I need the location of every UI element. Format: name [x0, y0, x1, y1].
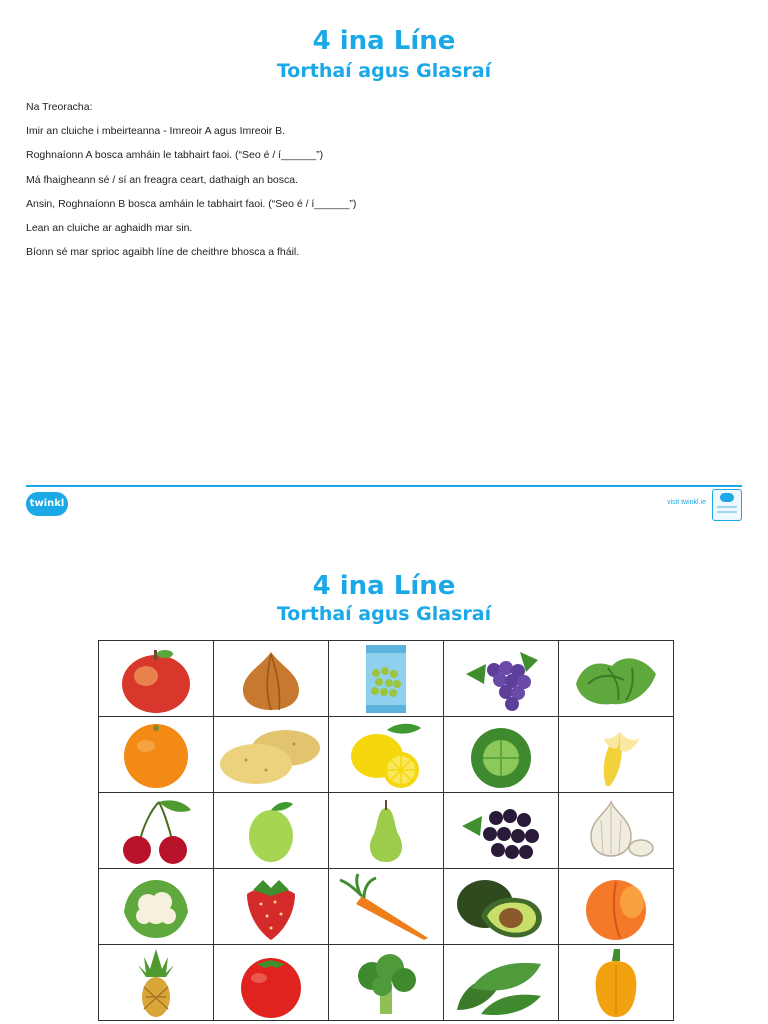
grid-cell[interactable]	[444, 945, 559, 1021]
grid-cell[interactable]	[559, 641, 674, 717]
potato-icon	[216, 720, 326, 790]
grid-cell[interactable]	[444, 869, 559, 945]
grid-cell[interactable]	[214, 945, 329, 1021]
lemon-icon	[341, 720, 431, 790]
peach-icon	[576, 872, 656, 942]
grid-cell[interactable]	[99, 869, 214, 945]
grid-cell[interactable]	[99, 793, 214, 869]
grid-cell[interactable]	[444, 641, 559, 717]
grid-cell[interactable]	[329, 945, 444, 1021]
twinkl-logo: twinkl	[26, 492, 68, 516]
grid-cell[interactable]	[99, 717, 214, 793]
strawberry-icon	[231, 872, 311, 942]
grid-cell[interactable]	[559, 869, 674, 945]
instruction-line: Roghnaíonn A bosca amháin le tabhairt faoi. (“Seo é / í______”)	[26, 149, 324, 162]
grid-cell[interactable]	[214, 717, 329, 793]
grid-row	[99, 717, 674, 793]
instruction-heading: Na Treoracha:	[26, 101, 93, 113]
avocado-icon	[451, 872, 551, 942]
visit-link[interactable]: visit twinkl.ie	[667, 499, 706, 506]
frozen-peas-icon	[346, 643, 426, 715]
broccoli-icon	[346, 948, 426, 1018]
footer-divider	[26, 485, 742, 487]
instruction-line: Má fhaigheann sé / sí an freagra ceart, dathaigh an bosca.	[26, 173, 299, 186]
grid-cell[interactable]	[444, 793, 559, 869]
grid-cell[interactable]	[329, 717, 444, 793]
banana-icon	[576, 720, 656, 790]
cauliflower-icon	[116, 872, 196, 942]
instruction-line: Ansin, Roghnaíonn B bosca amháin le tabhairt faoi. (“Seo é / í______”)	[26, 197, 357, 210]
game-board-page	[0, 545, 768, 1024]
grid-cell[interactable]	[444, 717, 559, 793]
grid-cell[interactable]	[559, 945, 674, 1021]
grid-cell[interactable]	[214, 793, 329, 869]
game-grid	[98, 640, 674, 1021]
pineapple-icon	[116, 947, 196, 1019]
instructions-block	[26, 98, 726, 267]
pear-icon	[346, 796, 426, 866]
cherries-icon	[111, 796, 201, 866]
lettuce-icon	[568, 644, 664, 714]
grid-cell[interactable]	[99, 945, 214, 1021]
grid-cell[interactable]	[99, 641, 214, 717]
grid-row	[99, 945, 674, 1021]
spinach-icon	[451, 948, 551, 1018]
instruction-line: Lean an cluiche ar aghaidh mar sin.	[26, 221, 193, 234]
page-title: 4 ina Líne	[312, 571, 456, 601]
carrot-icon	[336, 872, 436, 942]
grid-row	[99, 793, 674, 869]
grid-cell[interactable]	[214, 869, 329, 945]
cabbage-icon	[461, 720, 541, 790]
lime-icon	[231, 796, 311, 866]
quality-badge-icon	[712, 489, 742, 521]
grid-cell[interactable]	[559, 793, 674, 869]
grid-cell[interactable]	[329, 869, 444, 945]
grapes-icon	[456, 644, 546, 714]
grid-cell[interactable]	[329, 793, 444, 869]
grid-cell[interactable]	[559, 717, 674, 793]
apple-icon	[116, 644, 196, 714]
grid-row	[99, 869, 674, 945]
blackberries-icon	[456, 796, 546, 866]
page-subtitle: Torthaí agus Glasraí	[276, 60, 492, 82]
garlic-icon	[571, 796, 661, 866]
instruction-line: Bíonn sé mar sprioc agaibh líne de cheithre bhosca a fháil.	[26, 246, 300, 259]
orange-icon	[116, 720, 196, 790]
pepper-icon	[576, 947, 656, 1019]
grid-row	[99, 641, 674, 717]
page-title: 4 ina Líne	[312, 26, 456, 56]
onion-icon	[231, 644, 311, 714]
grid-cell[interactable]	[214, 641, 329, 717]
page-subtitle: Torthaí agus Glasraí	[276, 603, 492, 625]
grid-cell[interactable]	[329, 641, 444, 717]
instruction-line: Imir an cluiche i mbeirteanna - Imreoir A agus Imreoir B.	[26, 125, 286, 138]
tomato-icon	[231, 948, 311, 1018]
